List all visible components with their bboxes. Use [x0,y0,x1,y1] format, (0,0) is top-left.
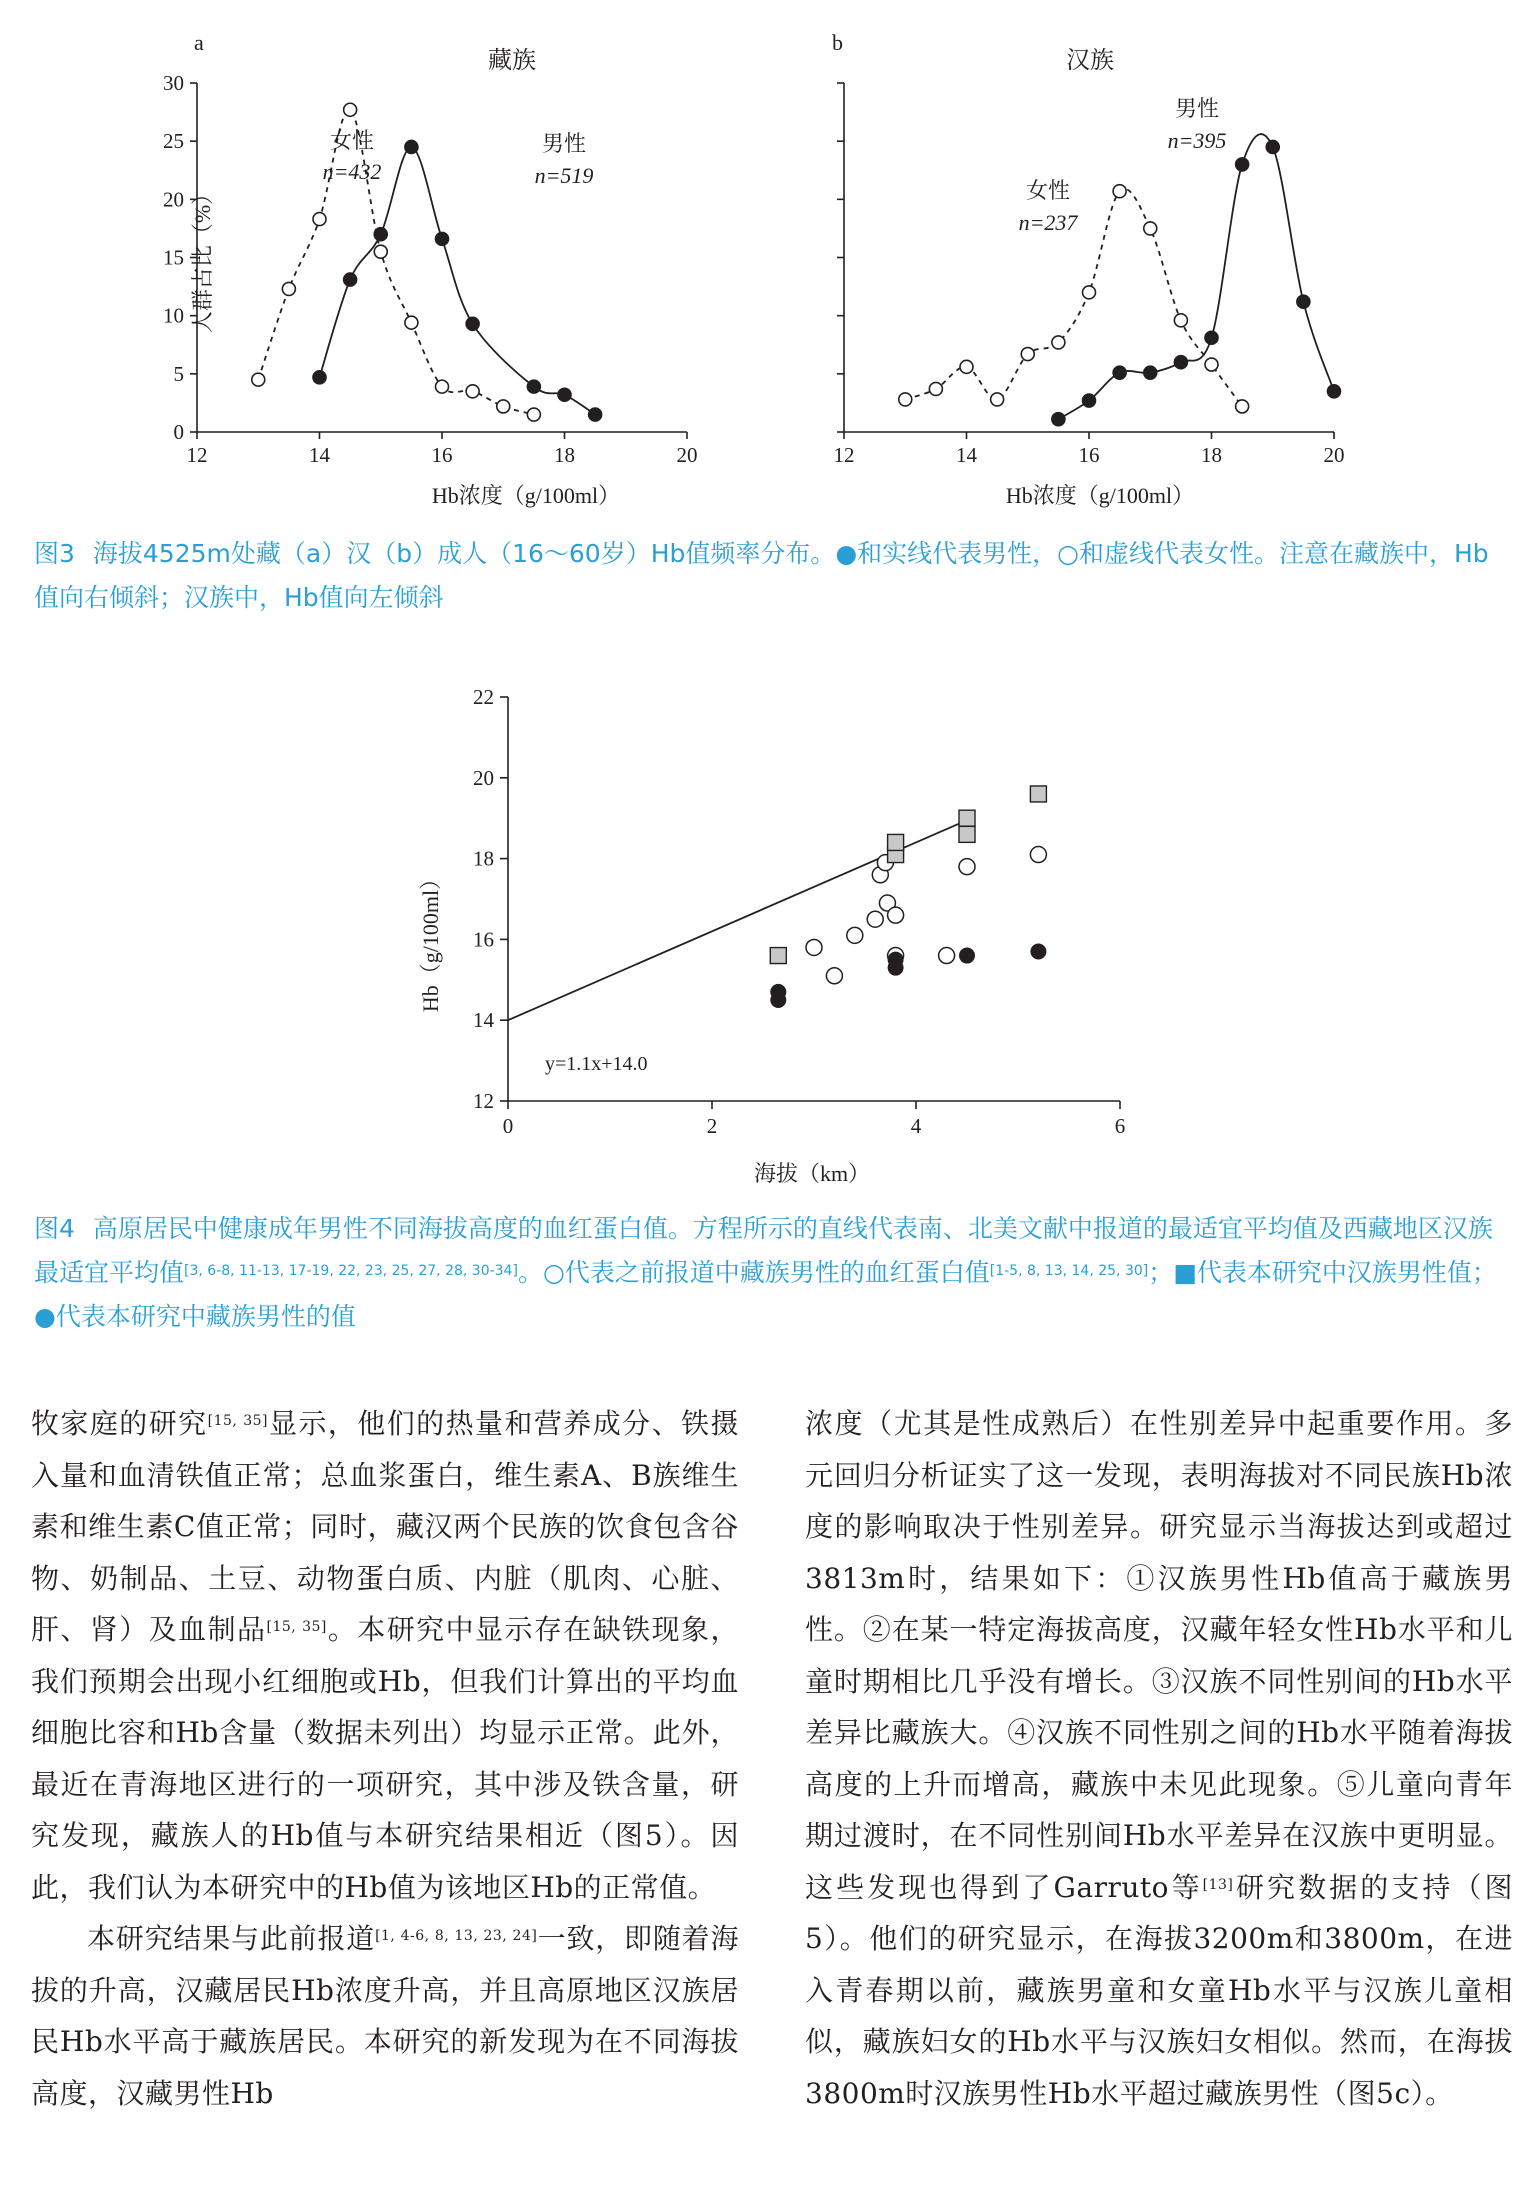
x-tick-label: 2 [706,1114,718,1138]
male-data-point [589,408,602,421]
male-data-point [313,371,326,384]
male-data-point [1113,366,1126,379]
x-tick-label: 14 [956,443,977,467]
male-data-point [1083,394,1096,407]
male-data-point [374,228,387,241]
body-text: 显示，他们的热量和营养成分、铁摄入量和血清铁值正常；总血浆蛋白，维生素A、B族维生素和维生素C值正常；同时，藏汉两个民族的饮食包含谷物、奶制品、土豆、动物蛋白质、内脏（肌肉、心脏、肝、肾）及血制品 [31,1407,739,1646]
female-data-point [1205,358,1218,371]
panel-a-letter: a [194,30,204,55]
body-text: 研究数据的支持（图5）。他们的研究显示，在海拔3200m和3800m，在进入青春期以前，藏族男童和女童Hb水平与汉族儿童相似，藏族妇女的Hb水平与汉族妇女相似。然而，在海拔3800m时汉族男性Hb水平超过藏族男性（图5c）。 [805,1870,1513,2110]
y-tick-label: 12 [473,1089,494,1113]
x-tick-label: 20 [1323,443,1345,467]
y-tick-label: 15 [163,245,184,270]
panel-a-female-n: n=432 [322,159,382,184]
female-data-point [991,393,1004,406]
x-tick-label: 14 [309,443,330,467]
female-data-point [1144,222,1157,235]
male-data-point [436,232,449,245]
female-data-point [1021,348,1034,361]
citation-ref: [15, 35] [207,1413,269,1429]
figure-3-panel-a [163,30,698,508]
y-tick-label: 18 [473,846,494,871]
female-data-point [929,382,942,395]
male-data-point [1144,366,1157,379]
female-data-point [405,316,418,329]
female-data-point [282,282,295,295]
x-tick-label: 18 [1201,443,1222,467]
y-tick-label: 5 [173,361,184,386]
y-tick-label: 0 [173,420,184,444]
x-tick-label: 0 [502,1114,514,1138]
panel-a-ylabel: 人群占比（%） [190,182,215,334]
figure-4-caption-text-3: ；■代表本研究中汉族男性值；●代表本研究中藏族男性的值 [34,1258,1497,1331]
panel-b-female-n: n=237 [1018,210,1078,235]
male-data-point [1205,331,1218,344]
panel-b-male-n: n=395 [1167,128,1227,153]
x-tick-label: 12 [186,443,208,467]
figure-4-caption-text-2: 。○代表之前报道中藏族男性的血红蛋白值 [517,1258,990,1287]
body-text: 牧家庭的研究 [31,1407,208,1440]
panel-a-xlabel: Hb浓度（g/100ml） [431,483,621,508]
female-data-point [252,373,265,386]
x-tick-label: 6 [1114,1114,1126,1138]
y-tick-label: 20 [473,765,494,790]
x-tick-label: 20 [676,443,698,467]
y-tick-label: 30 [163,71,184,95]
female-data-point [960,360,973,373]
figure-3-caption [34,532,1512,620]
body-column-left [31,1398,739,2119]
body-paragraph [31,1398,739,1913]
body-paragraph [31,1913,739,2119]
han-male-square-point [959,826,975,842]
x-tick-label: 16 [431,443,453,467]
prior-tibetan-open-point [939,948,955,964]
female-data-point [1052,336,1065,349]
female-data-point [1083,286,1096,299]
prior-tibetan-open-point [826,968,842,984]
female-data-point [313,213,326,226]
panel-b-letter: b [832,30,843,55]
body-text: 。本研究中显示存在缺铁现象，我们预期会出现小红细胞或Hb，但我们计算出的平均血细胞比容和Hb含量（数据未列出）均显示正常。此外，最近在青海地区进行的一项研究，其中涉及铁含量，研究发现，藏族人的Hb值与本研究结果相近（图5）。因此，我们认为本研究中的Hb值为该地区Hb的正常值。 [31,1613,739,1904]
x-tick-label: 4 [910,1114,922,1138]
figure-4-equation: y=1.1x+14.0 [545,1053,648,1075]
female-data-point [344,103,357,116]
male-data-point [466,317,479,330]
figure-3-panel-b [832,30,1345,508]
female-data-point [1113,185,1126,198]
male-data-point [558,388,571,401]
tibetan-male-filled-point [771,993,786,1008]
figure-4-caption-text-1: 高原居民中健康成年男性不同海拔高度的血红蛋白值。方程所示的直线代表南、北美文献中报道的最适宜平均值及西藏地区汉族最适宜平均值 [34,1214,1493,1287]
x-tick-label: 18 [554,443,575,467]
han-male-square-point [959,810,975,826]
y-tick-label: 14 [473,1008,494,1033]
male-data-point [405,140,418,153]
y-tick-label: 22 [473,685,494,709]
x-tick-label: 12 [833,443,855,467]
body-paragraph [805,1398,1513,2119]
body-text: 本研究结果与此前报道 [87,1922,376,1955]
tibetan-male-filled-point [888,960,903,975]
y-tick-label: 20 [163,187,184,212]
figure-4-caption-ref-2: [1-5, 8, 13, 14, 25, 30] [989,1263,1149,1279]
male-data-point [1328,385,1341,398]
y-tick-label: 25 [163,129,184,154]
panel-a-female-label: 女性 [329,128,375,153]
female-data-point [1236,400,1249,413]
panel-b-title: 汉族 [1066,48,1114,74]
male-data-point [1236,158,1249,171]
figure-4 [0,660,1536,1200]
figure-4-caption [34,1207,1512,1339]
female-data-point [899,393,912,406]
x-tick-label: 16 [1078,443,1100,467]
female-data-point [1174,314,1187,327]
y-tick-label: 10 [163,303,184,328]
prior-tibetan-open-point [806,939,822,955]
tibetan-male-filled-point [960,948,975,963]
male-data-point [1052,413,1065,426]
prior-tibetan-open-point [959,859,975,875]
tibetan-male-filled-point [1031,944,1046,959]
figure-3-caption-text: 海拔4525m处藏（a）汉（b）成人（16～60岁）Hb值频率分布。●和实线代表男性，○和虚线代表女性。注意在藏族中，Hb值向右倾斜；汉族中，Hb值向左倾斜 [34,539,1489,612]
female-data-point [497,400,510,413]
male-data-point [344,273,357,286]
male-data-point [1297,295,1310,308]
male-data-point [527,380,540,393]
han-male-square-point [888,834,904,850]
figure-4-ylabel: Hb（g/100ml） [418,867,443,1013]
female-data-point [466,385,479,398]
male-data-point [1174,356,1187,369]
panel-a-male-n: n=519 [534,163,594,188]
citation-ref: [15, 35] [266,1619,327,1635]
figure-4-caption-ref-1: [3, 6-8, 11-13, 17-19, 22, 23, 25, 27, 28, 30-34] [184,1263,518,1279]
panel-b-female-label: 女性 [1025,178,1071,203]
body-column-right [805,1398,1513,2119]
male-curve [1058,134,1334,419]
female-data-point [436,380,449,393]
han-male-square-point [1030,786,1046,802]
panel-b-male-label: 男性 [1174,96,1220,121]
male-data-point [1266,140,1279,153]
citation-ref: [13] [1202,1876,1234,1893]
prior-tibetan-open-point [1030,847,1046,863]
figure-3 [0,0,1536,520]
body-text: 浓度（尤其是性成熟后）在性别差异中起重要作用。多元回归分析证实了这一发现，表明海拔对不同民族Hb浓度的影响取决于性别差异。研究显示当海拔达到或超过3813m时，结果如下：①汉族男性Hb值高于藏族男性。②在某一特定海拔高度，汉藏年轻女性Hb水平和儿童时期相比几乎没有增长。③汉族不同性别间的Hb水平差异比藏族大。④汉族不同性别之间的Hb水平随着海拔高度的上升而增高，藏族中未见此现象。⑤儿童向青年期过渡时，在不同性别间Hb水平差异在汉族中更明显。这些发现也得到了Garruto等 [805,1407,1513,1904]
han-male-square-point [770,948,786,964]
figure-4-xlabel: 海拔（km） [753,1161,871,1186]
prior-tibetan-open-point [888,907,904,923]
female-data-point [527,408,540,421]
female-curve [258,110,534,415]
figure-4-caption-label: 图4 [34,1214,75,1243]
panel-b-xlabel: Hb浓度（g/100ml） [1005,483,1195,508]
figure-3-caption-label: 图3 [34,539,75,568]
y-tick-label: 16 [473,927,494,952]
panel-a-title: 藏族 [488,48,536,74]
body-text: 一致，即随着海拔的升高，汉藏居民Hb浓度升高，并且高原地区汉族居民Hb水平高于藏族居民。本研究的新发现为在不同海拔高度，汉藏男性Hb [31,1922,739,2110]
prior-tibetan-open-point [867,911,883,927]
female-data-point [374,245,387,258]
panel-a-male-label: 男性 [541,131,587,156]
prior-tibetan-open-point [847,927,863,943]
citation-ref: [1, 4-6, 8, 13, 23, 24] [375,1928,538,1944]
